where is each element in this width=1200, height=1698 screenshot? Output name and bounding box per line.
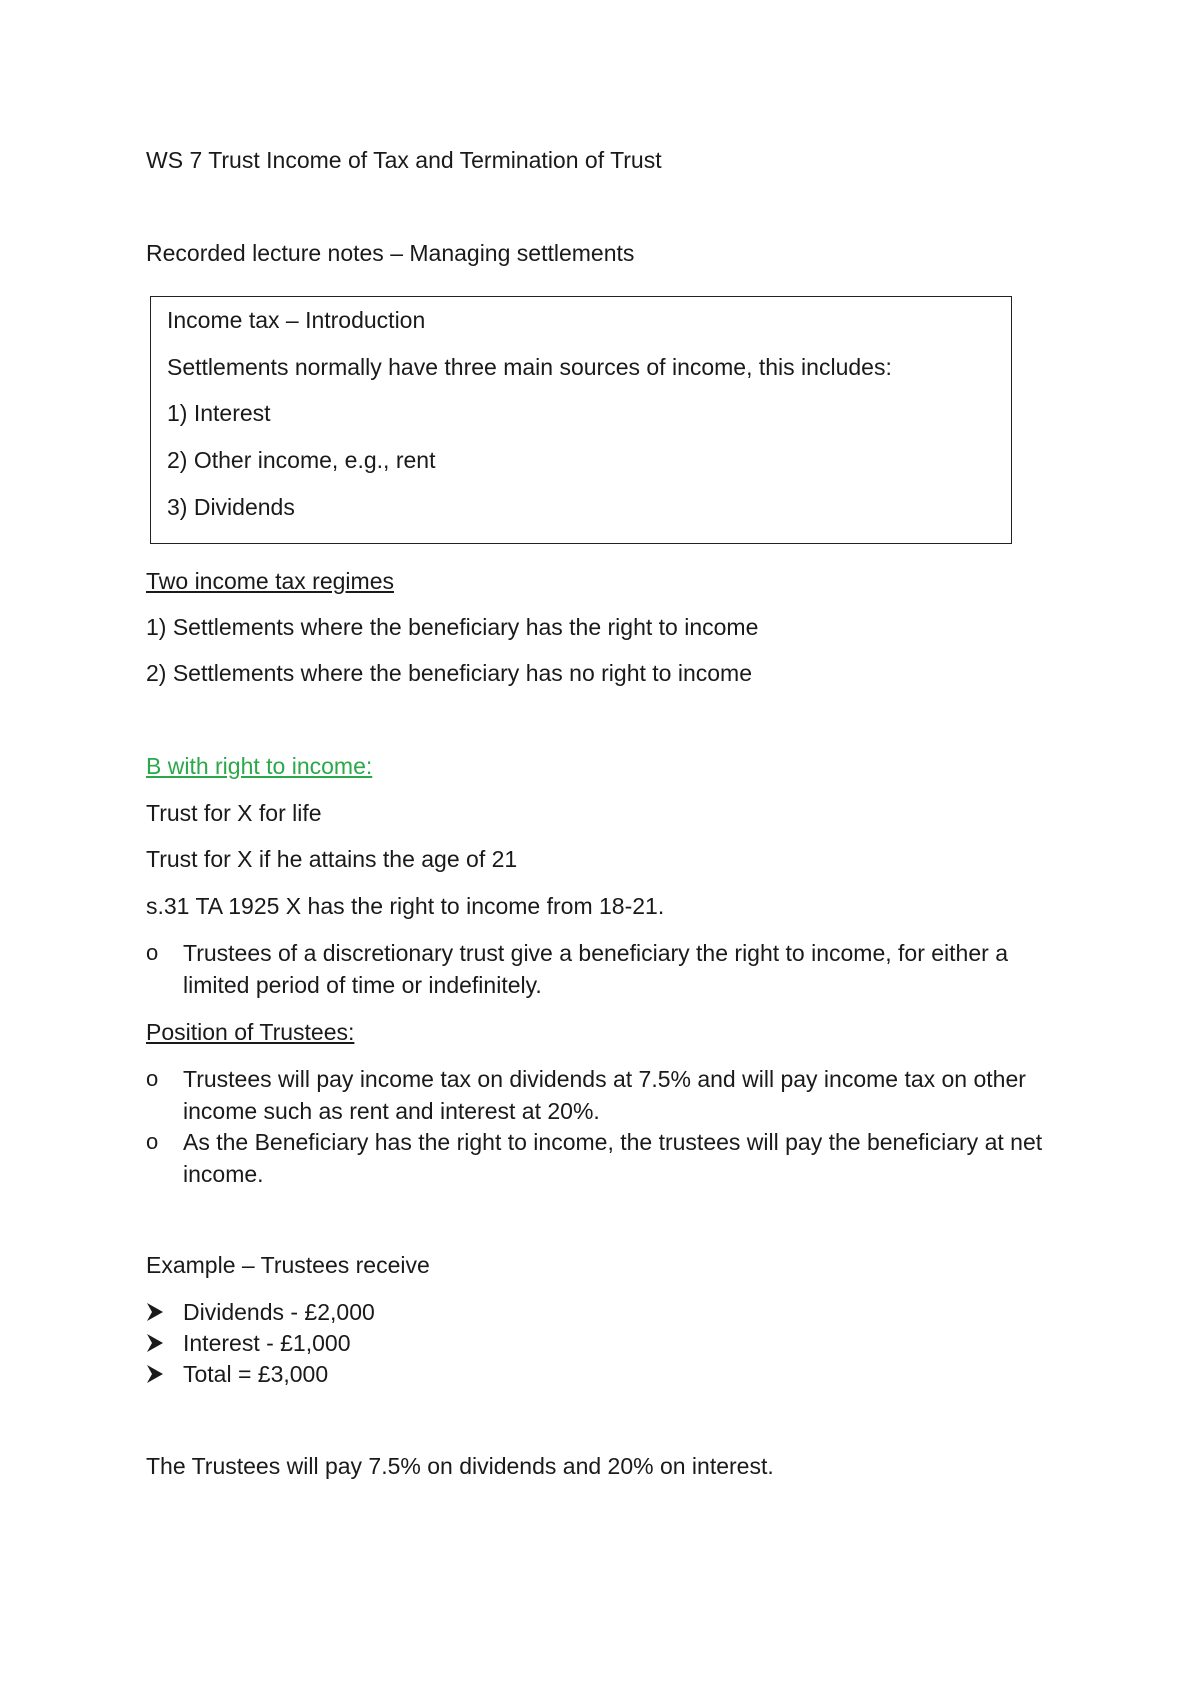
document-subtitle: Recorded lecture notes – Managing settlements [146,240,635,266]
right-to-income-line-2: Trust for X if he attains the age of 21 [146,846,518,872]
bullet-text: Trustees will pay income tax on dividends at 7.5% and will pay income tax on other income such as rent and interest at 20%. [183,1066,1026,1124]
example-item-total [146,1358,1076,1390]
example-item-text: Dividends - £2,000 [183,1299,375,1325]
example-item-dividends [146,1296,1076,1328]
document-title: WS 7 Trust Income of Tax and Termination of Trust [146,147,662,173]
regimes-heading: Two income tax regimes [146,568,394,594]
box-item-interest: 1) Interest [167,400,271,426]
example-item-text: Interest - £1,000 [183,1330,351,1356]
regime-item-1: 1) Settlements where the beneficiary has the right to income [146,614,759,640]
example-conclusion: The Trustees will pay 7.5% on dividends and 20% on interest. [146,1453,774,1479]
box-intro: Settlements normally have three main sources of income, this includes: [167,354,892,380]
bullet-income-tax-rates [146,1063,1076,1127]
position-heading: Position of Trustees: [146,1019,355,1045]
bullet-discretionary-trust [146,937,1076,1001]
right-to-income-heading: B with right to income: [146,753,373,779]
box-item-other-income: 2) Other income, e.g., rent [167,447,436,473]
bullet-marker: o [146,940,159,965]
right-to-income-line-3: s.31 TA 1925 X has the right to income from 18-21. [146,893,665,919]
regime-item-2: 2) Settlements where the beneficiary has no right to income [146,660,752,686]
income-tax-intro-box [150,296,1012,544]
example-item-text: Total = £3,000 [183,1361,329,1387]
arrow-bullet-icon [146,1358,182,1390]
arrow-bullet-icon [146,1296,182,1328]
right-to-income-line-1: Trust for X for life [146,800,322,826]
bullet-net-income [146,1126,1076,1190]
bullet-marker: o [146,1129,159,1154]
bullet-marker: o [146,1066,159,1091]
bullet-text: As the Beneficiary has the right to income, the trustees will pay the beneficiary at net income. [183,1129,1043,1187]
arrow-bullet-icon [146,1327,182,1359]
bullet-text: Trustees of a discretionary trust give a beneficiary the right to income, for either a limited period of time or indefinitely. [183,940,1008,998]
example-item-interest [146,1327,1076,1359]
box-item-dividends: 3) Dividends [167,494,295,520]
box-heading: Income tax – Introduction [167,307,426,333]
example-heading: Example – Trustees receive [146,1252,430,1278]
